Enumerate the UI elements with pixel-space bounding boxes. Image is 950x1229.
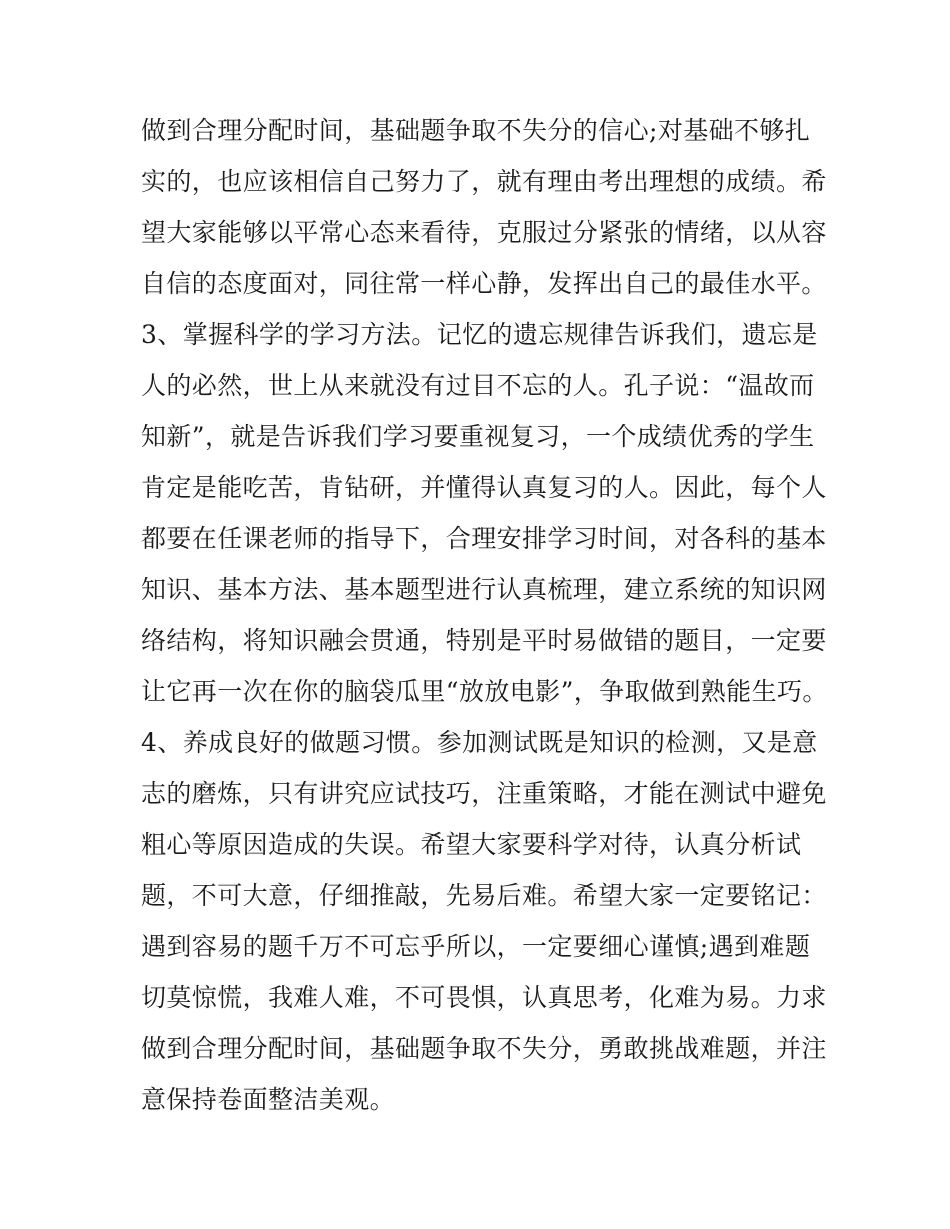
- text-line: 题，不可大意，仔细推敲，先易后难。希望大家一定要铭记：: [141, 881, 827, 910]
- text-line: 让它再一次在你的脑袋瓜里“放放电影”，争取做到熟能生巧。: [141, 677, 828, 706]
- text-line: 4、养成良好的做题习惯。参加测试既是知识的检测，又是意: [141, 728, 818, 757]
- text-line: 粗心等原因造成的失误。希望大家要科学对待，认真分析试: [141, 830, 802, 859]
- text-line: 遇到容易的题千万不可忘乎所以，一定要细心谨慎;遇到难题: [141, 932, 811, 961]
- text-line: 知识、基本方法、基本题型进行认真梳理，建立系统的知识网: [141, 575, 827, 604]
- text-line: 志的磨炼，只有讲究应试技巧，注重策略，才能在测试中避免: [141, 779, 827, 808]
- text-line: 人的必然，世上从来就没有过目不忘的人。孔子说：“温故而: [141, 371, 815, 400]
- text-line: 知新”，就是告诉我们学习要重视复习，一个成绩优秀的学生: [141, 422, 815, 451]
- text-line: 做到合理分配时间，基础题争取不失分，勇敢挑战难题，并注: [141, 1034, 827, 1063]
- text-line: 3、掌握科学的学习方法。记忆的遗忘规律告诉我们，遗忘是: [141, 320, 818, 349]
- text-line: 切莫惊慌，我难人难，不可畏惧，认真思考，化难为易。力求: [141, 983, 827, 1012]
- text-line: 做到合理分配时间，基础题争取不失分的信心;对基础不够扎: [141, 116, 811, 145]
- text-line: 都要在任课老师的指导下，合理安排学习时间，对各科的基本: [141, 524, 827, 553]
- text-line: 络结构，将知识融会贯通，特别是平时易做错的题目，一定要: [141, 626, 827, 655]
- text-line: 意保持卷面整洁美观。: [141, 1085, 396, 1114]
- body-text: [141, 105, 841, 1125]
- text-line: 望大家能够以平常心态来看待，克服过分紧张的情绪，以从容: [141, 218, 827, 247]
- text-line: 实的，也应该相信自己努力了，就有理由考出理想的成绩。希: [141, 167, 827, 196]
- text-line: 肯定是能吃苦，肯钻研，并懂得认真复习的人。因此，每个人: [141, 473, 827, 502]
- text-line: 自信的态度面对，同往常一样心静，发挥出自己的最佳水平。: [141, 269, 827, 298]
